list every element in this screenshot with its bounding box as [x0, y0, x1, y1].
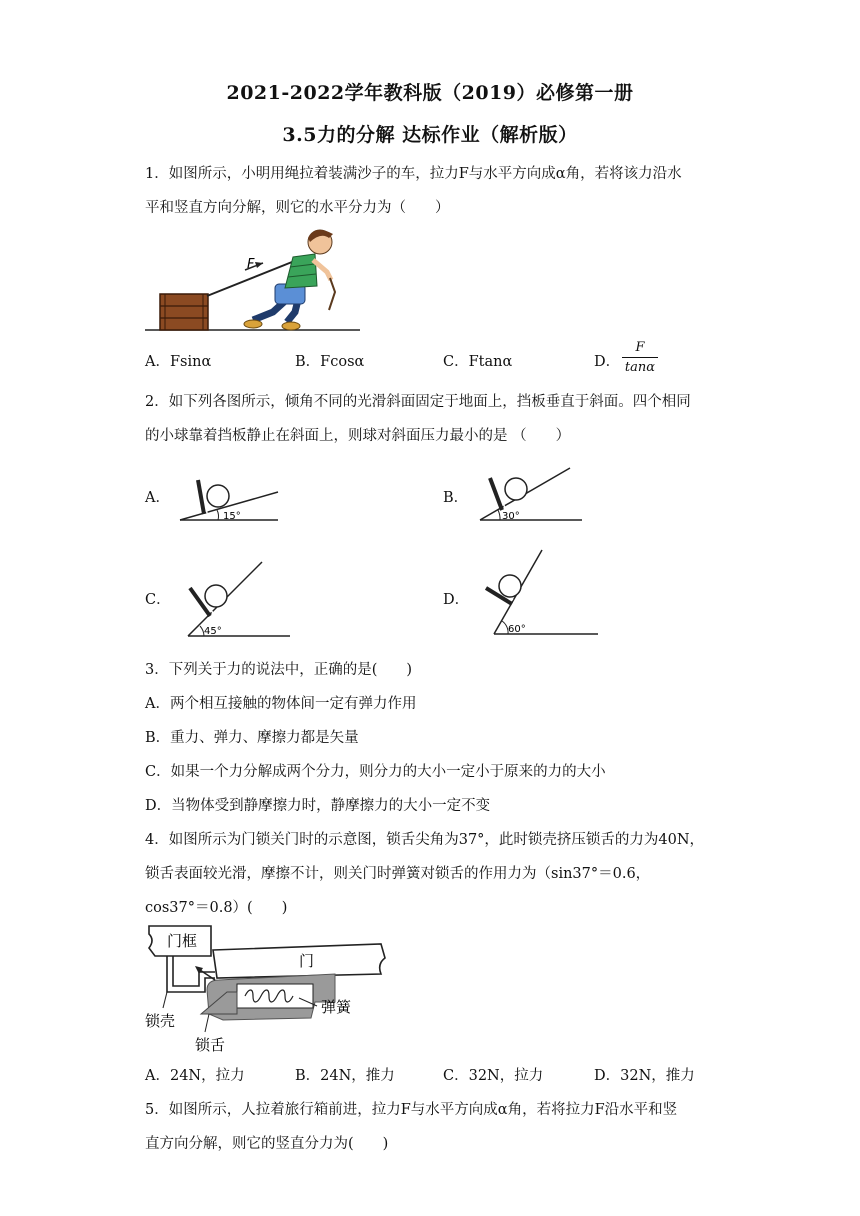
q2-figure-d-incline: [492, 548, 602, 638]
q2-stem-line1: 2．如下列各图所示，倾角不同的光滑斜面固定于地面上，挡板垂直于斜面。四个相同: [145, 394, 691, 410]
q1-stem-line1: 1．如图所示，小明用绳拉着装满沙子的车，拉力F与水平方向成α角，若将该力沿水: [145, 166, 682, 182]
q1-option-c[interactable]: C．Ftanα: [443, 354, 513, 370]
q1-option-d-label: D．: [594, 354, 621, 370]
q2-option-c[interactable]: C．: [145, 592, 171, 608]
q2-option-d[interactable]: D．: [443, 592, 470, 608]
q2-figure-c-incline: [186, 560, 296, 640]
q2-figure-a-incline: [178, 474, 288, 524]
q4-label-tongue: 锁舌: [195, 1036, 226, 1054]
q1-option-a[interactable]: A．Fsinα: [145, 354, 212, 370]
page-subtitle: 3.5力的分解 达标作业（解析版）: [282, 124, 578, 146]
q1-option-d[interactable]: [594, 350, 620, 371]
q3-option-a[interactable]: A．两个相互接触的物体间一定有弹力作用: [145, 696, 417, 712]
fraction-bar: [622, 357, 658, 358]
q2-figure-d-angle: 60°: [508, 624, 526, 635]
q4-label-spring: 弹簧: [321, 998, 352, 1016]
q5-stem-line1: 5．如图所示，人拉着旅行箱前进，拉力F与水平方向成α角，若将拉力F沿水平和竖: [145, 1102, 678, 1118]
q2-stem-line2: 的小球靠着挡板静止在斜面上，则球对斜面压力最小的是 （ ）: [145, 428, 571, 444]
q2-figure-c-angle: 45°: [204, 626, 222, 637]
q4-label-shell: 锁壳: [145, 1012, 176, 1030]
q2-option-b[interactable]: B．: [443, 490, 469, 506]
q4-stem-line3: cos37°＝0.8）( ): [145, 900, 288, 916]
q5-stem-line2: 直方向分解，则它的竖直分力为( ): [145, 1136, 389, 1152]
q4-stem-line2: 锁舌表面较光滑，摩擦不计，则关门时弹簧对锁舌的作用力为（sin37°＝0.6，: [145, 866, 651, 882]
q2-figure-a-angle: 15°: [223, 511, 241, 522]
q1-force-label: F: [247, 257, 255, 272]
q4-option-b[interactable]: B．24N，推力: [295, 1068, 395, 1084]
q2-figure-b-angle: 30°: [502, 511, 520, 522]
q4-stem-line1: 4．如图所示为门锁关门时的示意图，锁舌尖角为37°，此时锁壳挤压锁舌的力为40N，: [145, 832, 705, 848]
q1-stem-line2: 平和竖直方向分解，则它的水平分力为（ ）: [145, 200, 450, 216]
q2-figure-b-incline: [478, 462, 588, 524]
q3-stem: 3．下列关于力的说法中，正确的是( ): [145, 662, 413, 678]
q4-option-d[interactable]: D．32N，推力: [594, 1068, 695, 1084]
fraction-numerator: F: [635, 340, 645, 355]
q3-option-c[interactable]: C．如果一个力分解成两个分力，则分力的大小一定小于原来的力的大小: [145, 764, 606, 780]
q2-option-a[interactable]: A．: [145, 490, 170, 506]
q1-option-d-fraction: [622, 340, 658, 375]
q4-figure-door-lock: [145, 922, 395, 1057]
fraction-denominator: tanα: [624, 360, 656, 375]
q4-label-frame: 门框: [167, 932, 198, 950]
q3-option-d[interactable]: D．当物体受到静摩擦力时，静摩擦力的大小一定不变: [145, 798, 491, 814]
page-title: 2021-2022学年教科版（2019）必修第一册: [226, 82, 634, 104]
q4-option-a[interactable]: A．24N，拉力: [145, 1068, 245, 1084]
q4-option-c[interactable]: C．32N，拉力: [443, 1068, 544, 1084]
q3-option-b[interactable]: B．重力、弹力、摩擦力都是矢量: [145, 730, 359, 746]
q4-label-door: 门: [299, 952, 315, 970]
q1-option-b[interactable]: B．Fcosα: [295, 354, 365, 370]
q1-figure-boy-pulling-cart: [145, 222, 365, 337]
